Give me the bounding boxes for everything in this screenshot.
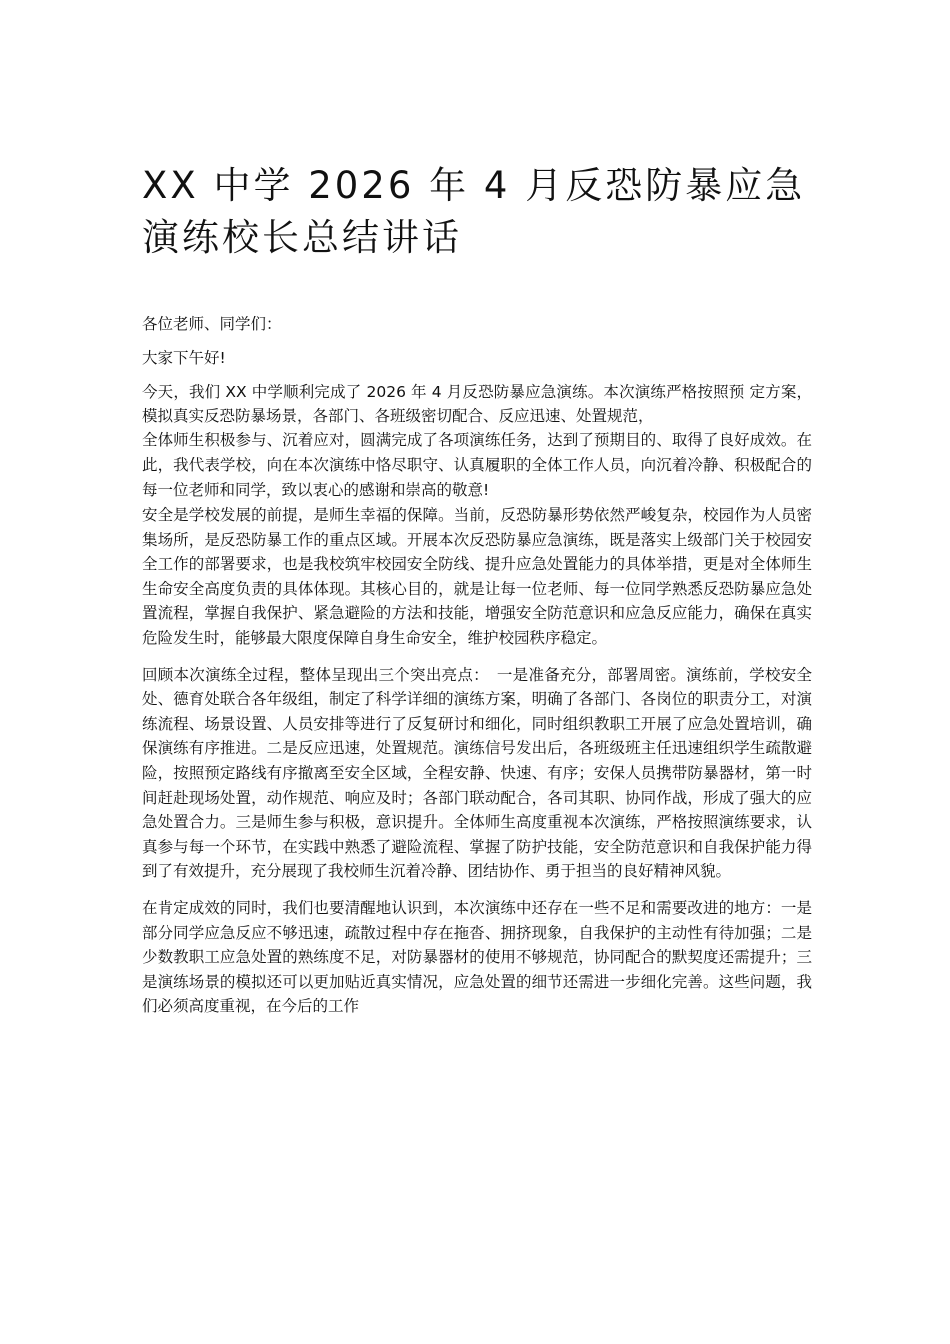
document-title: XX 中学 2026 年 4 月反恐防暴应急 演练校长总结讲话 — [142, 164, 806, 259]
paragraph-intro: 今天，我们 XX 中学顺利完成了 2026 年 4 月反恐防暴应急演练。本次演练严格按照预 定方案，模拟真实反恐防暴场景，各部门、各班级密切配合、反应迅速、处置规范， — [142, 383, 812, 425]
paragraph-review-highlights: 回顾本次演练全过程，整体呈现出三个突出亮点： 一是准备充分，部署周密。演练前，学校安全处、德育处联合各年级组，制定了科学详细的演练方案，明确了各部门、各岗位的职责分工，对演练流程、场景设置、人员安排等进行了反复研讨和细化，同时组织教职工开展了应急处置培训，确保演练有序推进。二是反应迅速，处置规范。演练信号发出后，各班级班主任迅速组织学生疏散避险，按照预定路线有序撤离至安全区域，全程安静、快速、有序；安保人员携带防暴器材，第一时间赶赴现场处置，动作规范、响应及时；各部门联动配合，各司其职、协同作战，形成了强大的应急处置合力。三是师生参与积极，意识提升。全体师生高度重视本次演练，严格按照演练要求，认真参与每一个环节，在实践中熟悉了避险流程、掌握了防护技能，安全防范意识和自我保护能力得到了有效提升，充分展现了我校师生沉着冷静、团结协作、勇于担当的良好精神风貌。 — [142, 665, 812, 881]
paragraph-salutation: 各位老师、同学们： — [142, 315, 282, 333]
paragraph-greeting: 大家下午好! — [142, 349, 226, 367]
document-body — [142, 312, 812, 1019]
paragraph-safety-purpose: 安全是学校发展的前提，是师生幸福的保障。当前，反恐防暴形势依然严峻复杂，校园作为人员密集场所，是反恐防暴工作的重点区域。开展本次反恐防暴应急演练，既是落实上级部门关于校园安全工作的部署要求，也是我校筑牢校园安全防线、提升应急处置能力的具体举措，更是对全体师生生命安全高度负责的具体体现。其核心目的，就是让每一位老师、每一位同学熟悉反恐防暴应急处置流程，掌握自我保护、紧急避险的方法和技能，增强安全防范意识和应急反应能力，确保在真实危险发生时，能够最大限度保障自身生命安全，维护校园秩序稳定。 — [142, 506, 812, 647]
paragraph-shortcomings: 在肯定成效的同时，我们也要清醒地认识到，本次演练中还存在一些不足和需要改进的地方：一是部分同学应急反应不够迅速，疏散过程中存在拖沓、拥挤现象，自我保护的主动性有待加强；二是少数教职工应急处置的熟练度不足，对防暴器材的使用不够规范，协同配合的默契度还需提升；三是演练场景的模拟还可以更加贴近真实情况，应急处置的细节还需进一步细化完善。这些问题，我们必须高度重视，在今后的工作 — [142, 898, 812, 1016]
paragraph-thanks: 全体师生积极参与、沉着应对，圆满完成了各项演练任务，达到了预期目的、取得了良好成效。在此，我代表学校，向在本次演练中恪尽职守、认真履职的全体工作人员，向沉着冷静、积极配合的每一位老师和同学，致以衷心的感谢和崇高的敬意! — [142, 431, 812, 499]
